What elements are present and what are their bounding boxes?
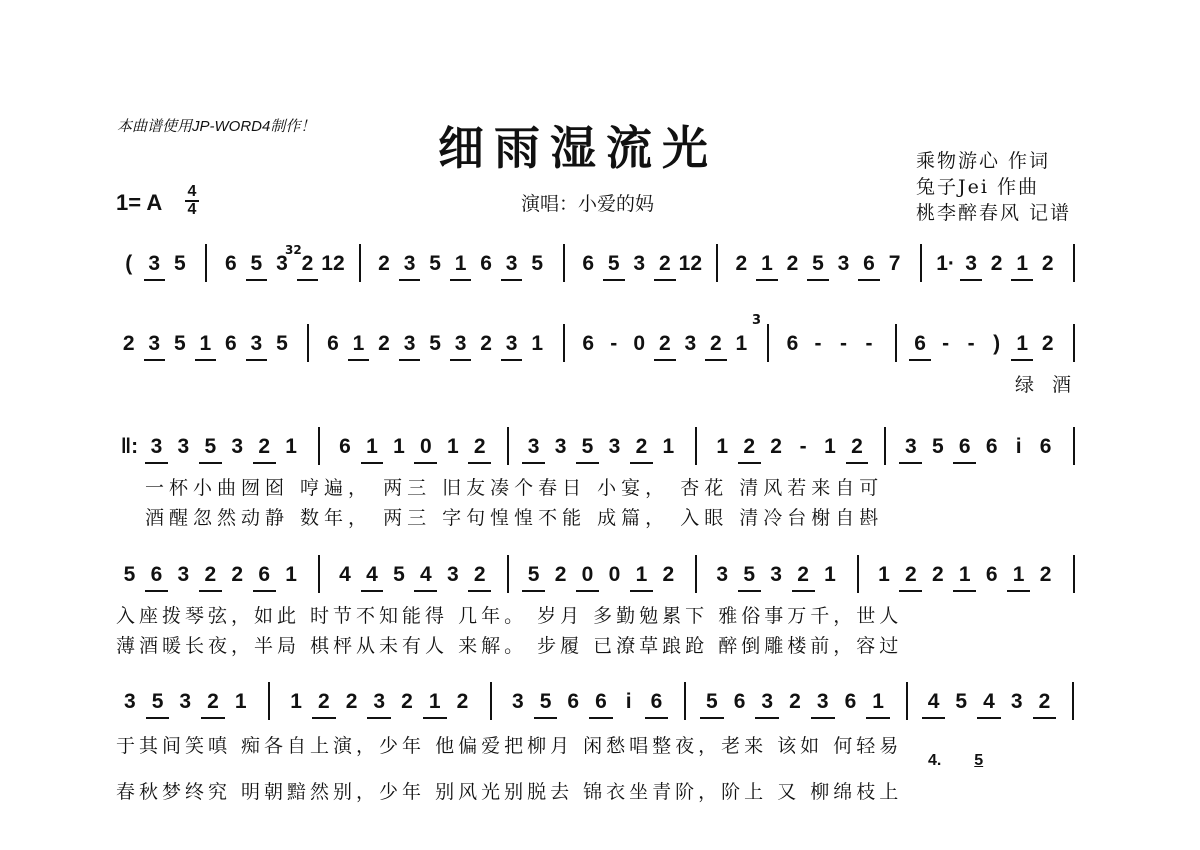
barline	[359, 244, 361, 282]
barline	[490, 682, 492, 720]
note: 3	[124, 690, 136, 713]
note: 2	[1041, 332, 1054, 355]
barline	[1073, 427, 1075, 465]
note: 1	[446, 435, 459, 458]
note: i	[625, 690, 632, 713]
note-underline	[576, 462, 599, 464]
note: 3	[231, 435, 244, 458]
note: -	[814, 332, 822, 355]
note: 3	[177, 563, 190, 586]
note: 5	[429, 252, 441, 275]
note: 3	[403, 252, 416, 275]
note: 5	[250, 252, 263, 275]
note-underline	[654, 279, 676, 281]
note: 0	[633, 332, 646, 355]
note-underline	[501, 359, 523, 361]
note: 6	[786, 332, 799, 355]
note: 1	[454, 252, 467, 275]
note: 6	[258, 563, 271, 586]
note: 5	[607, 252, 620, 275]
note: 2	[554, 563, 567, 586]
note-underline	[977, 717, 1001, 719]
note-underline	[199, 462, 222, 464]
note-underline	[899, 590, 922, 592]
note-underline	[1033, 717, 1057, 719]
note: 1	[958, 563, 971, 586]
note: 3	[454, 332, 467, 355]
note: 3	[250, 332, 263, 355]
note: 2	[851, 435, 863, 458]
barline	[684, 682, 686, 720]
note: 4	[366, 563, 378, 586]
note: 5	[123, 563, 136, 586]
note: 5	[706, 690, 718, 713]
note: 1	[290, 690, 302, 713]
barline	[1072, 682, 1074, 720]
note: 6	[985, 563, 998, 586]
note-underline	[807, 279, 829, 281]
lyric-line4-verse1: 入座拨琴弦，如此 时节不知能得 几年。 岁月 多勤勉累下 雅俗事万千，世人	[116, 605, 903, 627]
note: 1	[393, 435, 405, 458]
note: 12	[678, 252, 703, 275]
note: 1	[635, 563, 648, 586]
barline	[307, 324, 309, 362]
note-underline	[1007, 590, 1030, 592]
note: 3	[633, 252, 646, 275]
credit-lyricist: 乘物游心 作词	[916, 150, 1051, 172]
note: 2	[318, 690, 330, 713]
note: 6	[582, 252, 595, 275]
barline	[1073, 324, 1075, 362]
note: 2	[345, 690, 358, 713]
note: 1	[285, 435, 297, 458]
note: 2	[301, 252, 314, 275]
note: 3	[716, 563, 729, 586]
note: 1	[234, 690, 247, 713]
note: 7	[888, 252, 901, 275]
note: 3	[905, 435, 917, 458]
note: 6	[733, 690, 746, 713]
note-underline	[399, 279, 421, 281]
note: 2	[710, 332, 722, 355]
barline	[507, 427, 509, 465]
note: 1	[531, 332, 543, 355]
time-signature	[185, 184, 199, 218]
note-underline	[144, 359, 166, 361]
note: -	[839, 332, 847, 355]
note-underline	[348, 359, 370, 361]
note: 6	[958, 435, 971, 458]
note-underline	[630, 590, 653, 592]
note: 2	[401, 690, 413, 713]
note-underline	[201, 717, 225, 719]
note-underline	[645, 717, 669, 719]
note: 6	[339, 435, 351, 458]
note: 2	[770, 435, 782, 458]
note: 6	[914, 332, 926, 355]
note: 3	[512, 690, 524, 713]
barline	[318, 427, 320, 465]
note-underline	[195, 359, 217, 361]
note: 2	[662, 563, 675, 586]
note-underline	[522, 462, 545, 464]
note: 2	[1039, 563, 1052, 586]
note: 4	[927, 690, 940, 713]
note: 3	[446, 563, 459, 586]
note: 6	[985, 435, 998, 458]
note: 3	[837, 252, 850, 275]
note: 6	[863, 252, 875, 275]
time-bottom: 4	[187, 201, 197, 218]
note: 1	[716, 435, 729, 458]
note: 4	[983, 690, 995, 713]
note: 1	[824, 435, 836, 458]
note: 0	[608, 563, 621, 586]
note: 2	[786, 252, 799, 275]
note-underline	[738, 590, 761, 592]
note: 1	[872, 690, 884, 713]
note-underline	[367, 717, 391, 719]
barline	[563, 324, 565, 362]
note: 1	[199, 332, 212, 355]
lyric-line2: 绿 酒	[1015, 374, 1078, 396]
note: 6	[650, 690, 663, 713]
note: 5	[151, 690, 164, 713]
barline	[695, 427, 697, 465]
lyric-line3-verse1: 一杯小曲囫囵 哼遍， 两三 旧友凑个春日 小宴， 杏花 清风若来自可	[145, 477, 884, 499]
note: 4	[339, 563, 351, 586]
note-underline	[246, 279, 268, 281]
note: 1	[662, 435, 675, 458]
note: 5	[276, 332, 288, 355]
note: 6	[595, 690, 607, 713]
note: 3	[965, 252, 977, 275]
note-underline	[866, 717, 890, 719]
note: 4	[420, 563, 432, 586]
note: 2	[204, 563, 217, 586]
note-underline	[960, 279, 982, 281]
note: 2	[231, 563, 244, 586]
note-underline	[361, 590, 384, 592]
note: -	[967, 332, 975, 355]
note: 3	[148, 332, 161, 355]
note-underline	[253, 462, 276, 464]
note: 5	[955, 690, 968, 713]
note-underline	[811, 717, 835, 719]
barline	[895, 324, 897, 362]
note: 2	[207, 690, 219, 713]
note-underline	[953, 462, 976, 464]
barline	[767, 324, 769, 362]
note-underline	[654, 359, 676, 361]
note: 3	[505, 252, 518, 275]
time-top: 4	[187, 183, 197, 200]
note: (	[125, 252, 133, 275]
note-underline	[738, 462, 761, 464]
note-underline	[700, 717, 724, 719]
note: 5	[531, 252, 543, 275]
note: -	[942, 332, 950, 355]
note-underline	[414, 462, 437, 464]
note: 3	[505, 332, 518, 355]
note-underline	[297, 279, 319, 281]
note: -	[865, 332, 873, 355]
lyric-line4-verse2: 薄酒暖长夜，半局 棋枰从未有人 来解。 步履 已潦草踉跄 醉倒雕楼前，容过	[116, 635, 903, 657]
barline	[906, 682, 908, 720]
note: -	[799, 435, 807, 458]
note: 3	[403, 332, 416, 355]
note: 6	[567, 690, 580, 713]
note: 2	[258, 435, 271, 458]
note: i	[1015, 435, 1022, 458]
note: 3	[148, 252, 161, 275]
note-underline	[414, 590, 437, 592]
note: 3	[684, 332, 697, 355]
note-underline	[756, 279, 778, 281]
note: 6	[480, 252, 492, 275]
barline	[1073, 244, 1075, 282]
note-underline	[858, 279, 880, 281]
note: 2	[735, 252, 748, 275]
note: 5	[173, 252, 186, 275]
key-label: 1= A	[116, 190, 163, 215]
note-underline	[534, 717, 558, 719]
credit-composer: 兔子Jei 作曲	[916, 176, 1039, 198]
note: 2	[473, 435, 486, 458]
note-underline	[146, 717, 170, 719]
barline	[1073, 555, 1075, 593]
note-underline	[468, 462, 491, 464]
note-underline	[423, 717, 447, 719]
note: 2	[1041, 252, 1054, 275]
volta-marks	[928, 752, 983, 770]
barline	[268, 682, 270, 720]
barline	[716, 244, 718, 282]
note: 5	[812, 252, 824, 275]
note: 1	[366, 435, 378, 458]
note-underline	[1011, 359, 1033, 361]
note: 6	[582, 332, 595, 355]
note: 3	[150, 435, 163, 458]
note: 6	[1039, 435, 1052, 458]
note: 5	[429, 332, 441, 355]
note-underline	[953, 590, 976, 592]
note: 2	[931, 563, 944, 586]
note: 5	[204, 435, 217, 458]
note: 3	[1010, 690, 1023, 713]
note-underline	[846, 462, 869, 464]
note-underline	[361, 462, 384, 464]
note-underline	[1011, 279, 1033, 281]
note: 3	[761, 690, 774, 713]
note: 6	[150, 563, 163, 586]
volta-second: 5	[974, 752, 984, 769]
barline	[563, 244, 565, 282]
lyric-line5-verse1: 于其间笑嗔 痴各自上演，少年 他偏爱把柳月 闲愁唱整夜，老来 该如 何轻易	[116, 735, 903, 757]
note: 2	[743, 435, 756, 458]
barline	[205, 244, 207, 282]
note-underline	[576, 590, 599, 592]
software-note: 本曲谱使用JP-WORD4制作！	[117, 118, 316, 135]
note: 6	[225, 252, 237, 275]
note: 2	[456, 690, 469, 713]
note: 2	[658, 252, 671, 275]
note-underline	[253, 590, 276, 592]
note: 3	[373, 690, 386, 713]
note-underline	[312, 717, 336, 719]
note: 1	[1012, 563, 1025, 586]
note-underline	[145, 462, 168, 464]
note: -	[610, 332, 618, 355]
note: 6	[327, 332, 339, 355]
note-underline	[144, 279, 166, 281]
barline	[507, 555, 509, 593]
note-underline	[399, 359, 421, 361]
note: 12	[321, 252, 345, 275]
note: 3	[816, 690, 829, 713]
note: )	[993, 332, 1001, 355]
volta-first: 4.	[928, 752, 942, 769]
barline	[920, 244, 922, 282]
note: 2	[658, 332, 671, 355]
note-underline	[909, 359, 931, 361]
note: 1	[352, 332, 365, 355]
key-signature	[116, 190, 162, 216]
note-underline	[603, 279, 625, 281]
note: 6	[844, 690, 857, 713]
note: 1	[428, 690, 441, 713]
note-underline	[630, 462, 653, 464]
barline	[884, 427, 886, 465]
note: 3	[177, 435, 190, 458]
note: 2	[797, 563, 809, 586]
note: 1	[878, 563, 890, 586]
note-underline	[899, 462, 922, 464]
lyric-line3-verse2: 酒醒忽然动静 数年， 两三 字句惶惶不能 成篇， 入眼 清冷台榭自斟	[145, 507, 884, 529]
note: 5	[743, 563, 756, 586]
note-underline	[922, 717, 946, 719]
note: 2	[473, 563, 486, 586]
note: 2	[480, 332, 492, 355]
note-underline	[522, 590, 545, 592]
note: 3	[179, 690, 192, 713]
note: 1	[761, 252, 773, 275]
note-underline	[468, 590, 491, 592]
barline	[695, 555, 697, 593]
note: 5	[393, 563, 405, 586]
note: 2	[1038, 690, 1051, 713]
note-underline	[705, 359, 727, 361]
note: 3	[608, 435, 621, 458]
note-underline	[792, 590, 815, 592]
note: 6	[225, 332, 237, 355]
note: 3	[527, 435, 540, 458]
note: 2	[122, 332, 135, 355]
note: 0	[420, 435, 432, 458]
note: 2	[990, 252, 1003, 275]
note: 1	[735, 332, 748, 355]
credits	[916, 148, 1071, 226]
note: 1	[824, 563, 836, 586]
note: 1	[1016, 332, 1028, 355]
note: 3	[276, 252, 288, 275]
credit-transcriber: 桃李醉春风 记谱	[916, 202, 1072, 224]
barline	[318, 555, 320, 593]
note: 2	[905, 563, 917, 586]
note: 1	[1016, 252, 1028, 275]
note: 1·	[936, 252, 955, 275]
note-underline	[450, 279, 472, 281]
note: 5	[539, 690, 552, 713]
note-underline	[450, 359, 472, 361]
page-title: 细雨湿流光	[438, 121, 718, 175]
barline	[857, 555, 859, 593]
note-underline	[755, 717, 779, 719]
note-underline	[501, 279, 523, 281]
note-underline	[145, 590, 168, 592]
lyric-line5-verse2: 春秋梦终究 明朝黯然别，少年 别风光别脱去 锦衣坐青阶，阶上 又 柳绵枝上	[116, 781, 903, 803]
note-underline	[199, 590, 222, 592]
note: 2	[789, 690, 801, 713]
note: 2	[378, 332, 390, 355]
note: 5	[527, 563, 540, 586]
note: 2	[635, 435, 648, 458]
note-underline	[589, 717, 613, 719]
triplet-mark: 3	[752, 313, 762, 328]
note: 0	[581, 563, 594, 586]
grace-note: 32	[285, 243, 302, 257]
note: ‖:	[120, 435, 139, 458]
note: 3	[770, 563, 782, 586]
note: 5	[173, 332, 186, 355]
note: 5	[581, 435, 594, 458]
note: 3	[554, 435, 567, 458]
singer: 演唱：小爱的妈	[521, 193, 655, 215]
note-underline	[246, 359, 268, 361]
note: 2	[378, 252, 390, 275]
note: 1	[285, 563, 297, 586]
note: 5	[931, 435, 944, 458]
